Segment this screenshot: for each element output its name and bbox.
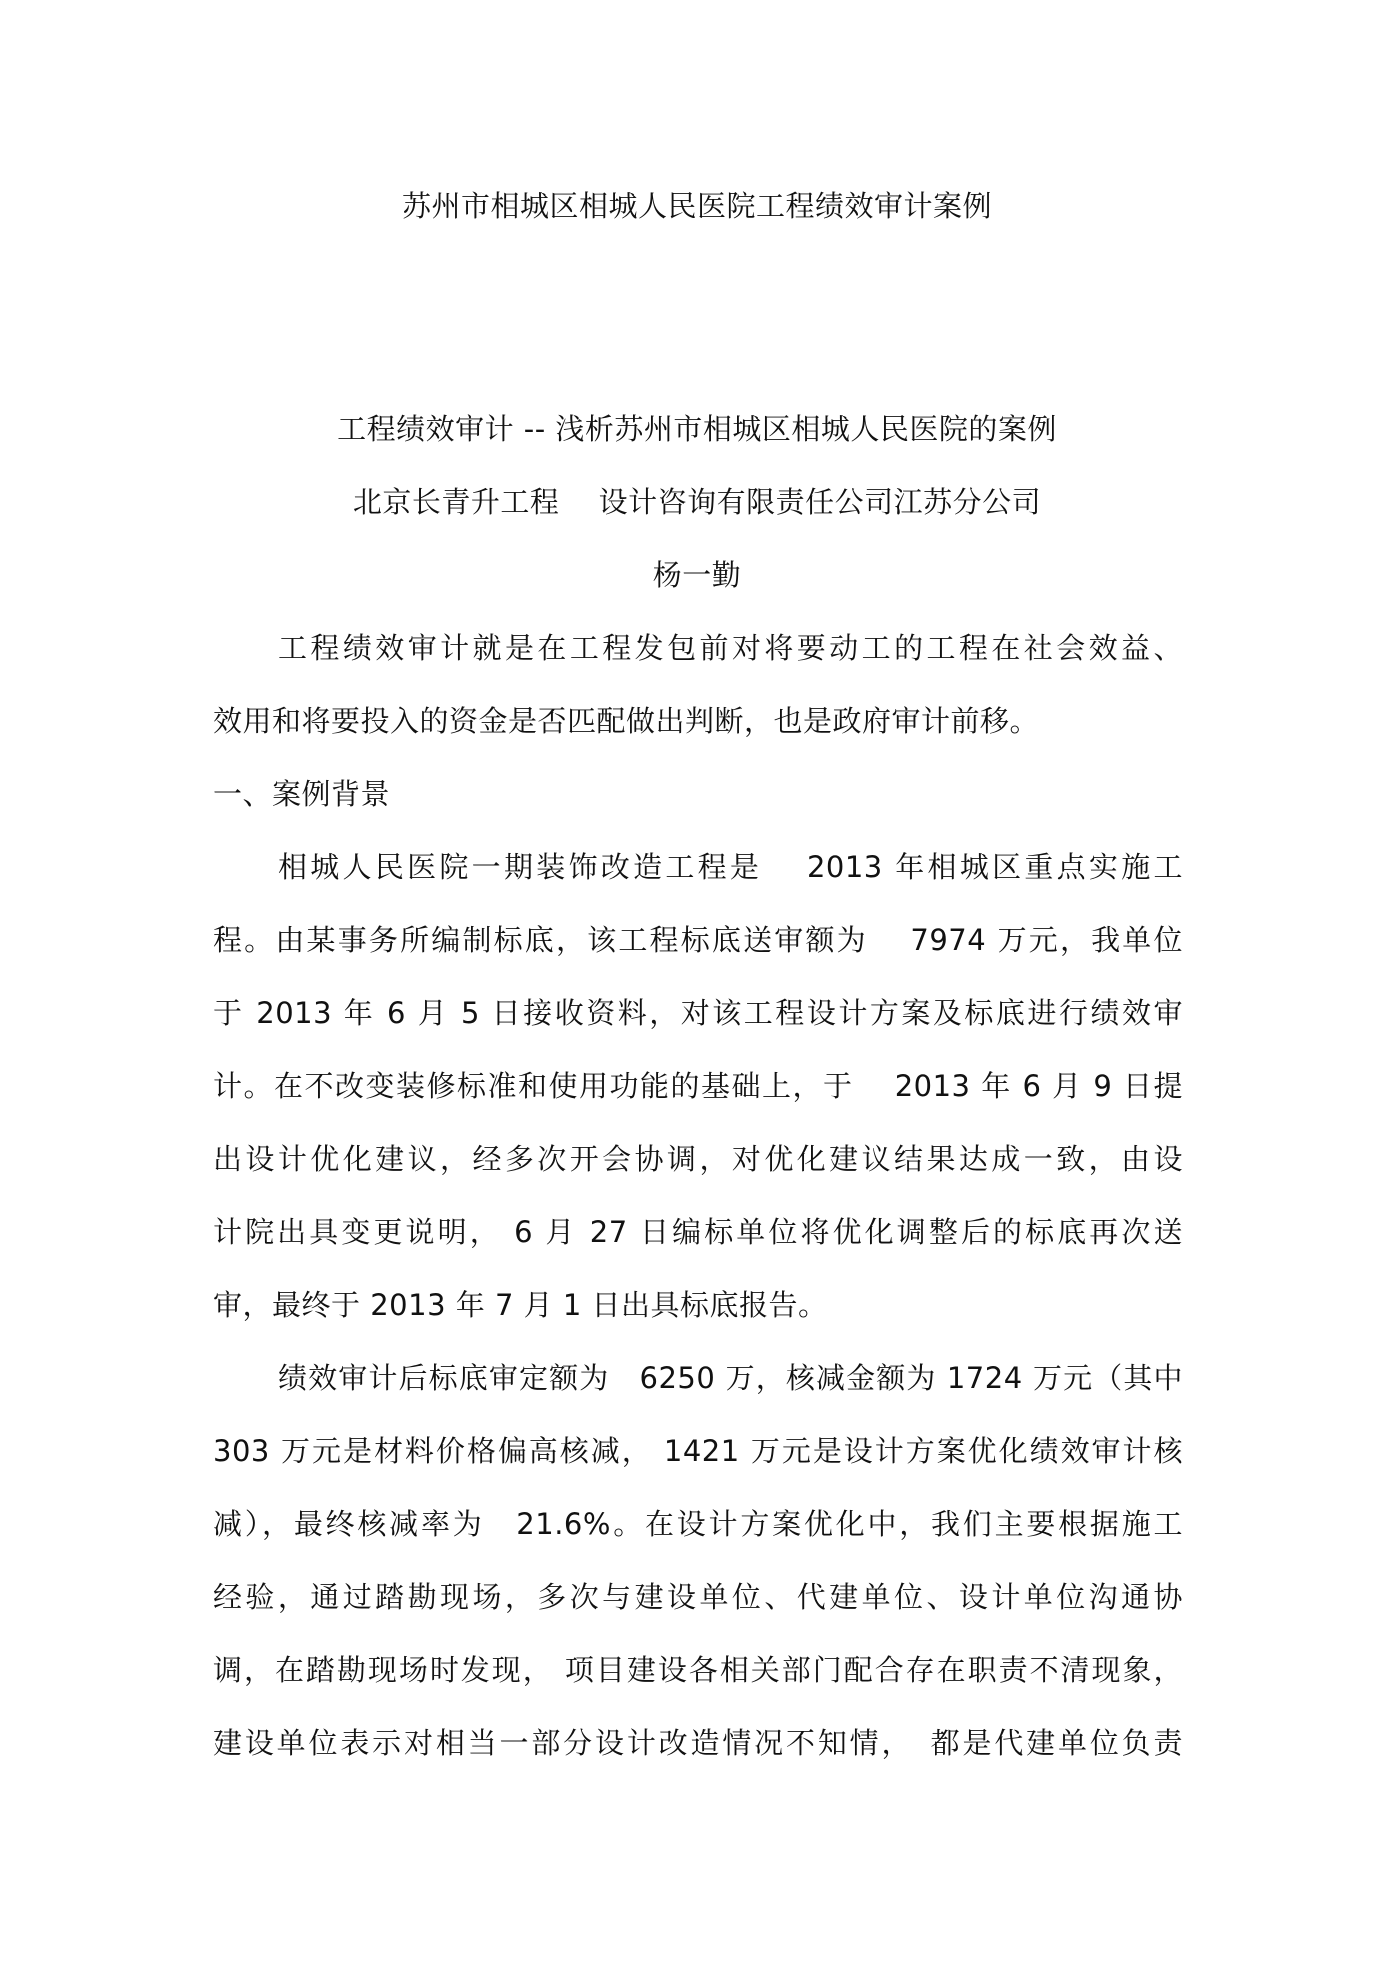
paragraph-line: 建设单位表示对相当一部分设计改造情况不知情， 都是代建单位负责 [213, 1726, 1183, 1760]
paragraph-line: 审，最终于 2013 年 7 月 1 日出具标底报告。 [213, 1288, 828, 1322]
paragraph-line: 303 万元是材料价格偏高核减， 1421 万元是设计方案优化绩效审计核 [213, 1434, 1183, 1468]
paragraph-line: 计。在不改变装修标准和使用功能的基础上，于 2013 年 6 月 9 日提 [213, 1069, 1183, 1103]
paragraph-line: 相城人民医院一期装饰改造工程是 2013 年相城区重点实施工 [278, 850, 1183, 884]
paragraph-line: 计院出具变更说明， 6 月 27 日编标单位将优化调整后的标底再次送 [213, 1215, 1183, 1249]
paragraph-line: 工程绩效审计就是在工程发包前对将要动工的工程在社会效益、 [278, 631, 1183, 665]
section-heading: 一、案例背景 [213, 777, 391, 811]
paragraph-line: 于 2013 年 6 月 5 日接收资料，对该工程设计方案及标底进行绩效审 [213, 996, 1183, 1030]
paragraph-line: 绩效审计后标底审定额为 6250 万，核减金额为 1724 万元（其中 [278, 1361, 1183, 1395]
paragraph-line: 程。由某事务所编制标底，该工程标底送审额为 7974 万元，我单位 [213, 923, 1183, 957]
document-subtitle: 工程绩效审计 -- 浅析苏州市相城区相城人民医院的案例 [337, 412, 1057, 446]
paragraph-line: 效用和将要投入的资金是否匹配做出判断，也是政府审计前移。 [213, 704, 1040, 738]
paragraph-line: 调，在踏勘现场时发现， 项目建设各相关部门配合存在职责不清现象， [213, 1653, 1183, 1687]
author-name: 杨一勤 [652, 558, 742, 592]
paragraph-line: 减），最终核减率为 21.6%。在设计方案优化中，我们主要根据施工 [213, 1507, 1183, 1541]
paragraph-line: 出设计优化建议，经多次开会协调，对优化建议结果达成一致，由设 [213, 1142, 1183, 1176]
author-organization: 北京长青升工程 设计咨询有限责任公司江苏分公司 [352, 485, 1042, 519]
document-title: 苏州市相城区相城人民医院工程绩效审计案例 [401, 189, 992, 223]
paragraph-line: 经验，通过踏勘现场，多次与建设单位、代建单位、设计单位沟通协 [213, 1580, 1183, 1614]
